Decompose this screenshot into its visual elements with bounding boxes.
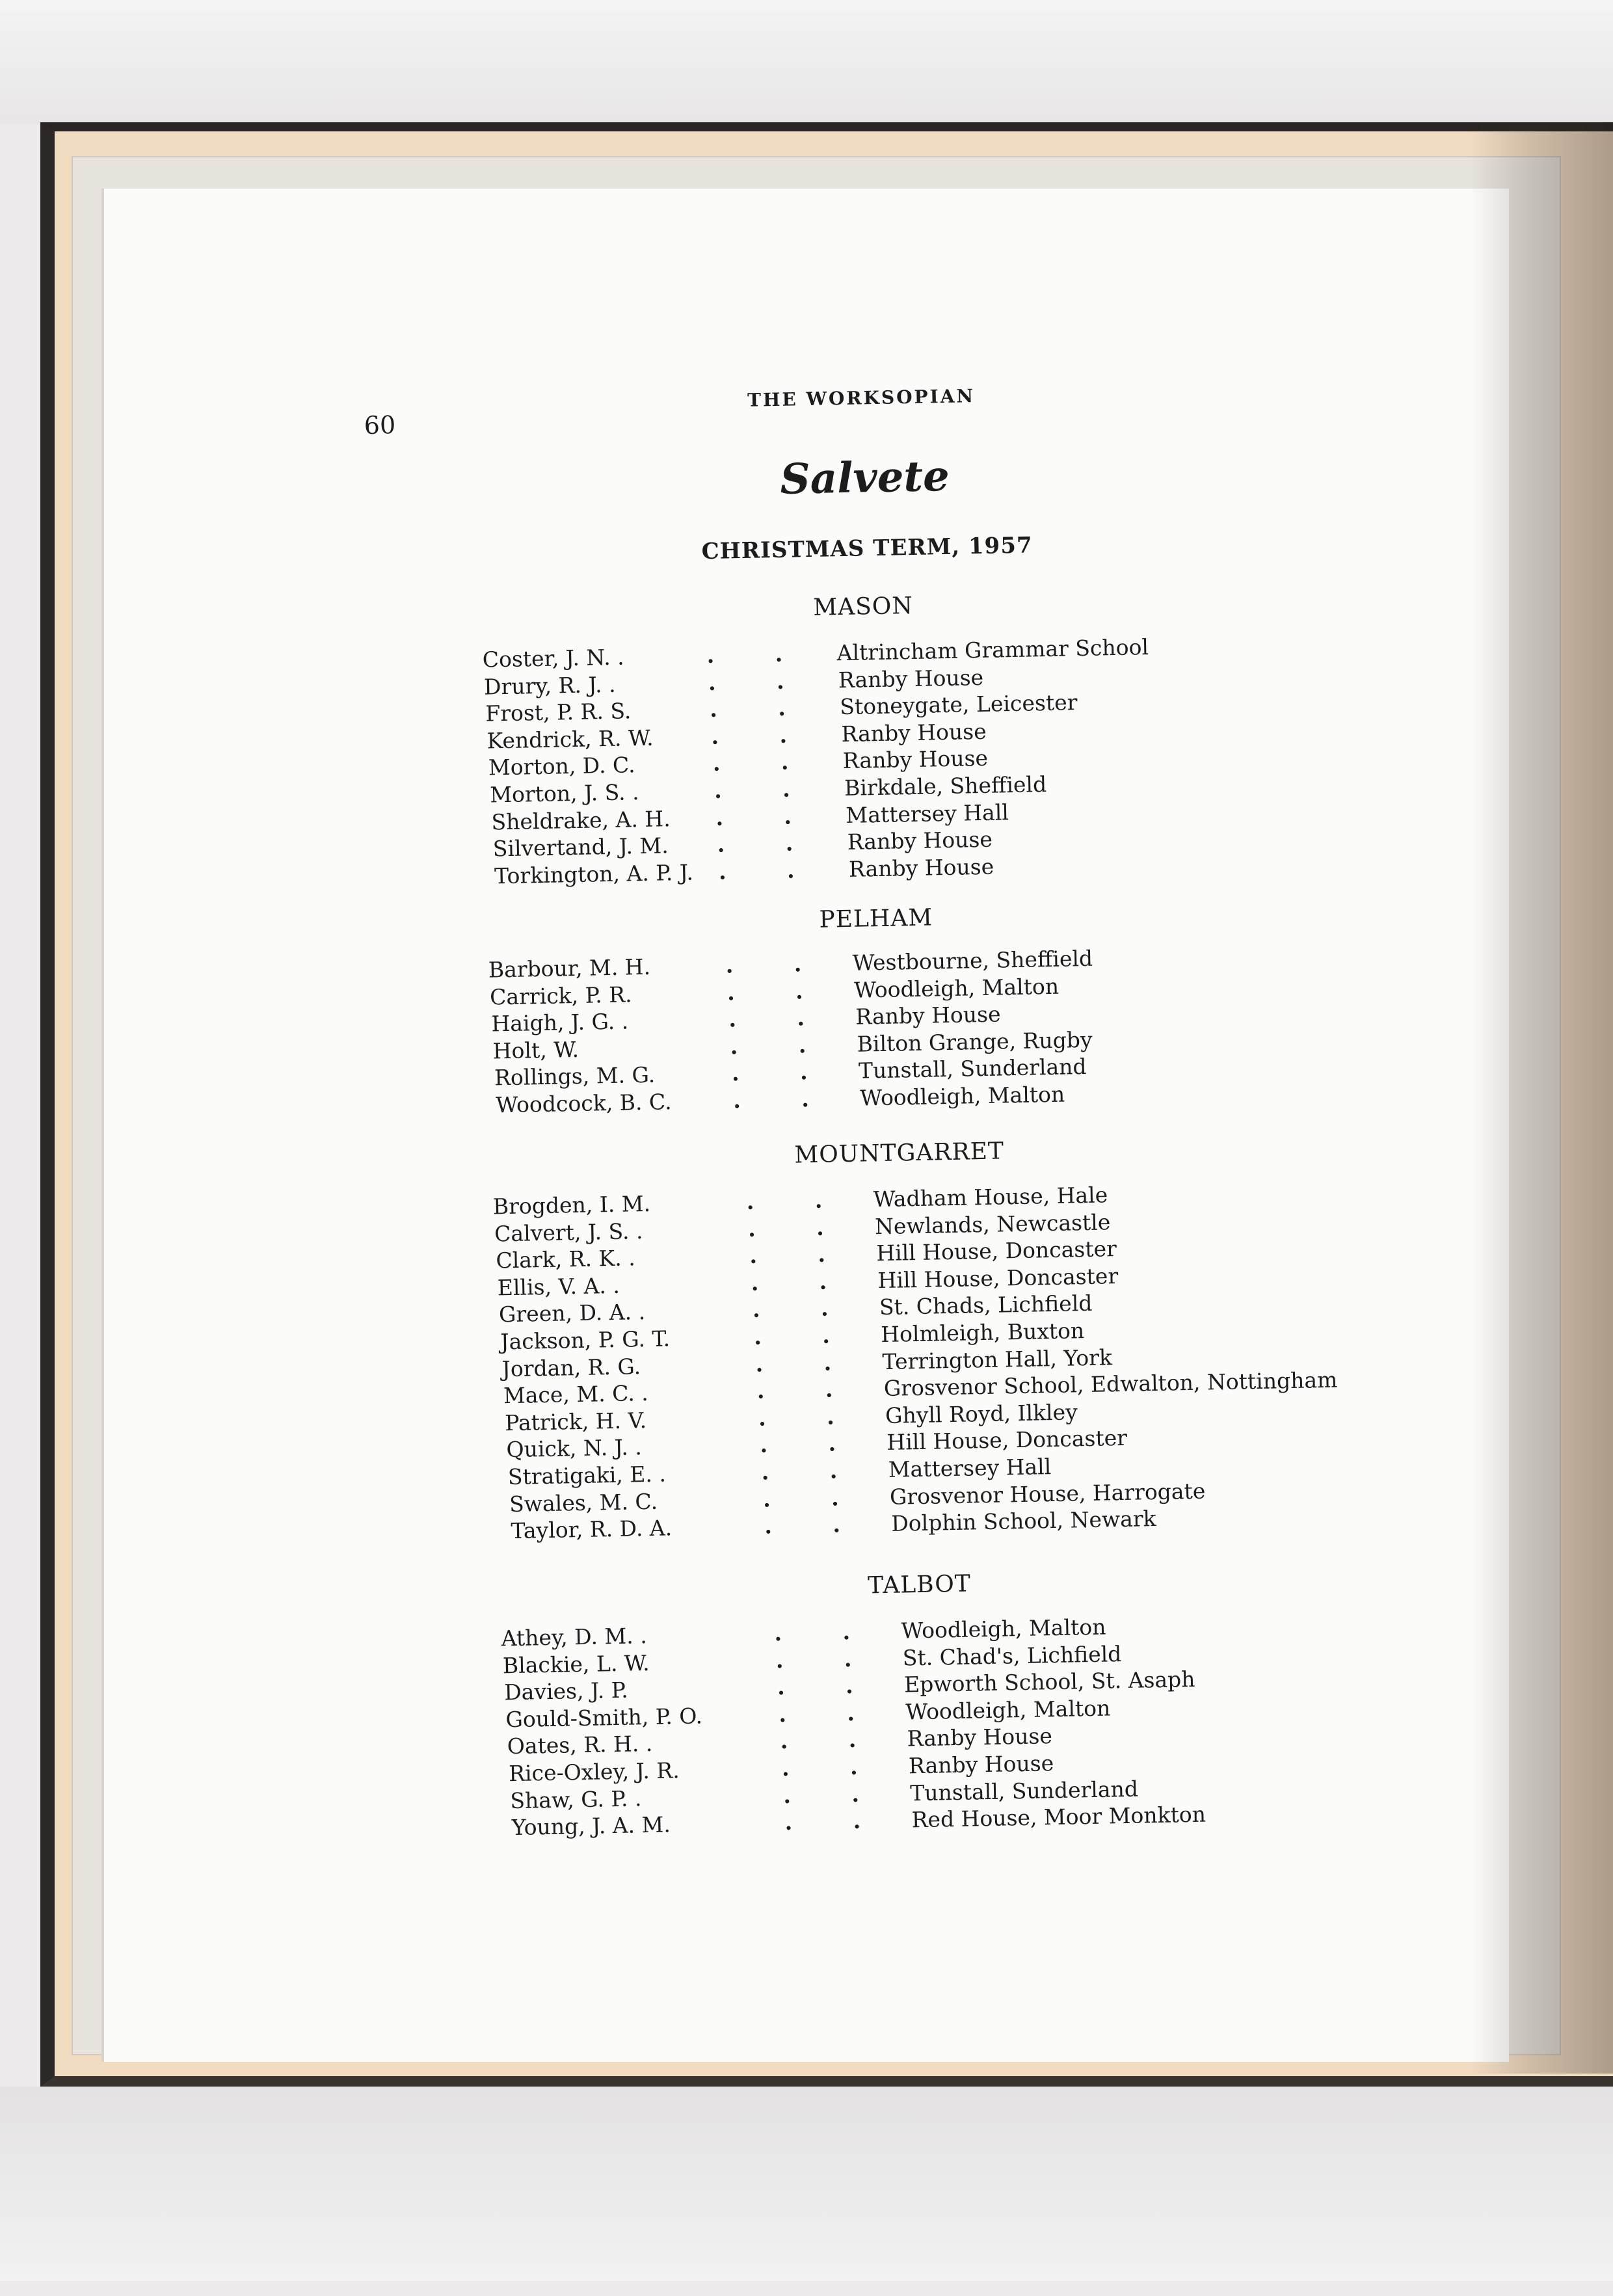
student-name: Blackie, L. W. <box>502 1649 650 1678</box>
student-name: Davies, J. P. <box>503 1677 629 1705</box>
student-name: Taylor, R. D. A. <box>511 1515 673 1544</box>
student-name: Coster, J. N. . <box>482 644 624 673</box>
student-name: Jordan, R. G. <box>501 1353 641 1382</box>
student-name: Sheldrake, A. H. <box>491 805 671 835</box>
previous-school: Ranby House <box>838 664 984 693</box>
list-item: Swales, M. C. . . Grosvenor House, Harrogate <box>509 1478 1206 1517</box>
list-item: Taylor, R. D. A. . . Dolphin School, Newark <box>511 1506 1156 1544</box>
list-item: Morton, J. S. . . . Birkdale, Sheffield <box>489 771 1047 808</box>
list-item: Jackson, P. G. T. . . Holmleigh, Buxton <box>500 1318 1085 1355</box>
previous-school: Woodleigh, Malton <box>853 973 1060 1003</box>
previous-school: St. Chad's, Lichfield <box>902 1640 1122 1671</box>
list-item: Ellis, V. A. . . . Hill House, Doncaster <box>497 1262 1119 1301</box>
student-name: Haigh, J. G. . <box>491 1008 629 1037</box>
previous-school: Woodleigh, Malton <box>901 1614 1106 1644</box>
student-name: Gould-Smith, P. O. <box>505 1703 703 1733</box>
house-list-mountgarret <box>492 1182 1338 1545</box>
student-name: Shaw, G. P. . <box>510 1785 642 1813</box>
student-name: Green, D. A. . <box>498 1299 646 1328</box>
list-item: Sheldrake, A. H. . . Mattersey Hall <box>491 799 1009 835</box>
list-item: Kendrick, R. W. . . Ranby House <box>487 718 987 754</box>
student-name: Holt, W. <box>492 1036 580 1064</box>
previous-school: Ranby House <box>841 718 987 747</box>
previous-school: Red House, Moor Monkton <box>911 1801 1206 1833</box>
previous-school: Grosvenor School, Edwalton, Nottingham <box>883 1367 1338 1402</box>
student-name: Barbour, M. H. <box>488 954 651 983</box>
previous-school: Epworth School, St. Asaph <box>903 1666 1195 1698</box>
list-item: Oates, R. H. . . . Ranby House <box>507 1723 1053 1759</box>
student-name: Clark, R. K. . <box>496 1245 636 1274</box>
house-heading-talbot: TALBOT <box>867 1570 972 1599</box>
term-heading: CHRISTMAS TERM, 1957 <box>701 532 1033 565</box>
student-name: Torkington, A. P. J. <box>494 859 694 889</box>
student-name: Morton, J. S. . <box>489 779 639 808</box>
list-item: Woodcock, B. C. . . Woodleigh, Malton <box>496 1081 1065 1118</box>
previous-school: Ranby House <box>855 1001 1001 1030</box>
list-item: Stratigaki, E. . . . Mattersey Hall <box>507 1454 1052 1490</box>
previous-school: Bilton Grange, Rugby <box>857 1026 1093 1057</box>
previous-school: Hill House, Doncaster <box>876 1236 1117 1266</box>
list-item: Gould-Smith, P. O. . . Woodleigh, Malton <box>505 1695 1111 1733</box>
student-name: Jackson, P. G. T. <box>500 1326 671 1355</box>
previous-school: Woodleigh, Malton <box>859 1081 1065 1111</box>
list-item: Silvertand, J. M. . . Ranby House <box>492 826 993 862</box>
student-name: Patrick, H. V. <box>504 1407 647 1435</box>
list-item: Clark, R. K. . . . Hill House, Doncaster <box>496 1236 1117 1274</box>
previous-school: Stoneygate, Leicester <box>839 689 1078 720</box>
student-name: Kendrick, R. W. <box>487 725 654 754</box>
student-name: Swales, M. C. <box>509 1488 658 1517</box>
previous-school: Ranby House <box>908 1750 1054 1779</box>
previous-school: Holmleigh, Buxton <box>880 1318 1085 1348</box>
house-heading-pelham: PELHAM <box>819 904 933 933</box>
list-item: Torkington, A. P. J. . . Ranby House <box>494 853 994 889</box>
student-name: Frost, P. R. S. <box>485 698 632 727</box>
previous-school: Hill House, Doncaster <box>877 1262 1119 1293</box>
student-name: Oates, R. H. . <box>507 1731 653 1759</box>
page-title: Salvete <box>779 451 950 504</box>
list-item: Brogden, I. M. . . Wadham House, Hale <box>492 1182 1108 1220</box>
student-name: Quick, N. J. . <box>506 1434 643 1463</box>
list-item: Mace, M. C. . . . Grosvenor School, Edwalton, Nottingham <box>503 1367 1338 1409</box>
previous-school: Ranby House <box>842 745 989 774</box>
student-name: Morton, D. C. <box>488 752 635 781</box>
list-item: Haigh, J. G. . . . Ranby House <box>491 1001 1001 1037</box>
previous-school: St. Chads, Lichfield <box>879 1290 1093 1320</box>
student-name: Athey, D. M. . <box>501 1623 648 1651</box>
list-item: Blackie, L. W. . . St. Chad's, Lichfield <box>502 1640 1122 1678</box>
house-heading-mason: MASON <box>812 592 914 621</box>
student-name: Rice-Oxley, J. R. <box>508 1757 680 1787</box>
previous-school: Newlands, Newcastle <box>874 1208 1111 1239</box>
student-name: Young, J. A. M. <box>511 1811 671 1841</box>
student-name: Carrick, P. R. <box>489 981 632 1010</box>
list-item: Rice-Oxley, J. R. . . Ranby House <box>508 1750 1054 1787</box>
list-item: Calvert, J. S. . . . Newlands, Newcastle <box>494 1208 1111 1247</box>
previous-school: Westbourne, Sheffield <box>852 945 1093 976</box>
student-name: Mace, M. C. . <box>503 1380 649 1409</box>
previous-school: Hill House, Doncaster <box>886 1425 1128 1456</box>
house-list-pelham <box>488 945 1093 1119</box>
previous-school: Altrincham Grammar School <box>836 634 1149 666</box>
previous-school: Dolphin School, Newark <box>890 1506 1156 1536</box>
list-item: Rollings, M. G. . . Tunstall, Sunderland <box>494 1054 1087 1091</box>
previous-school: Woodleigh, Malton <box>905 1695 1111 1725</box>
student-name: Drury, R. J. . <box>483 671 616 700</box>
previous-school: Mattersey Hall <box>846 799 1009 828</box>
previous-school: Birkdale, Sheffield <box>844 771 1047 801</box>
page-number: 60 <box>364 410 396 440</box>
house-list-mason <box>482 634 1149 890</box>
student-name: Rollings, M. G. <box>494 1062 656 1091</box>
list-item: Barbour, M. H. . . Westbourne, Sheffield <box>488 945 1093 983</box>
student-name: Silvertand, J. M. <box>492 833 669 862</box>
house-list-talbot <box>501 1614 1206 1841</box>
previous-school: Mattersey Hall <box>888 1454 1052 1482</box>
previous-school: Wadham House, Hale <box>873 1182 1108 1212</box>
student-name: Calvert, J. S. . <box>494 1218 643 1247</box>
student-name: Stratigaki, E. . <box>507 1461 667 1490</box>
list-item: Patrick, H. V. . . Ghyll Royd, Ilkley <box>504 1399 1078 1435</box>
student-name: Woodcock, B. C. <box>496 1089 672 1118</box>
list-item: Frost, P. R. S. . . Stoneygate, Leicester <box>485 689 1078 727</box>
list-item: Athey, D. M. . . . Woodleigh, Malton <box>501 1614 1106 1651</box>
list-item: Drury, R. J. . . . Ranby House <box>483 664 984 700</box>
list-item: Green, D. A. . . . St. Chads, Lichfield <box>498 1290 1093 1328</box>
previous-school: Ranby House <box>907 1723 1053 1752</box>
previous-school: Grosvenor House, Harrogate <box>889 1478 1206 1510</box>
previous-school: Ranby House <box>848 853 994 882</box>
previous-school: Tunstall, Sunderland <box>858 1054 1087 1084</box>
previous-school: Tunstall, Sunderland <box>909 1776 1139 1806</box>
list-item: Quick, N. J. . . . Hill House, Doncaster <box>506 1425 1128 1463</box>
previous-school: Ranby House <box>847 826 993 855</box>
previous-school: Terrington Hall, York <box>882 1344 1113 1374</box>
list-item: Young, J. A. M. . . Red House, Moor Monkton <box>511 1801 1206 1841</box>
house-heading-mountgarret: MOUNTGARRET <box>794 1138 1005 1169</box>
running-head: THE WORKSOPIAN <box>747 385 976 411</box>
student-name: Brogden, I. M. <box>492 1190 651 1220</box>
list-item: Coster, J. N. . . . Altrincham Grammar School <box>482 634 1149 673</box>
list-item: Holt, W. . . Bilton Grange, Rugby <box>492 1026 1093 1064</box>
list-item: Carrick, P. R. . . Woodleigh, Malton <box>489 973 1060 1010</box>
list-item: Morton, D. C. . . Ranby House <box>488 745 989 781</box>
student-name: Ellis, V. A. . <box>497 1272 620 1301</box>
previous-school: Ghyll Royd, Ilkley <box>885 1399 1078 1428</box>
list-item: Davies, J. P. . . Epworth School, St. Asaph <box>503 1666 1195 1705</box>
list-item: Jordan, R. G. . . Terrington Hall, York <box>501 1344 1113 1382</box>
list-item: Shaw, G. P. . . . Tunstall, Sunderland <box>510 1776 1139 1813</box>
